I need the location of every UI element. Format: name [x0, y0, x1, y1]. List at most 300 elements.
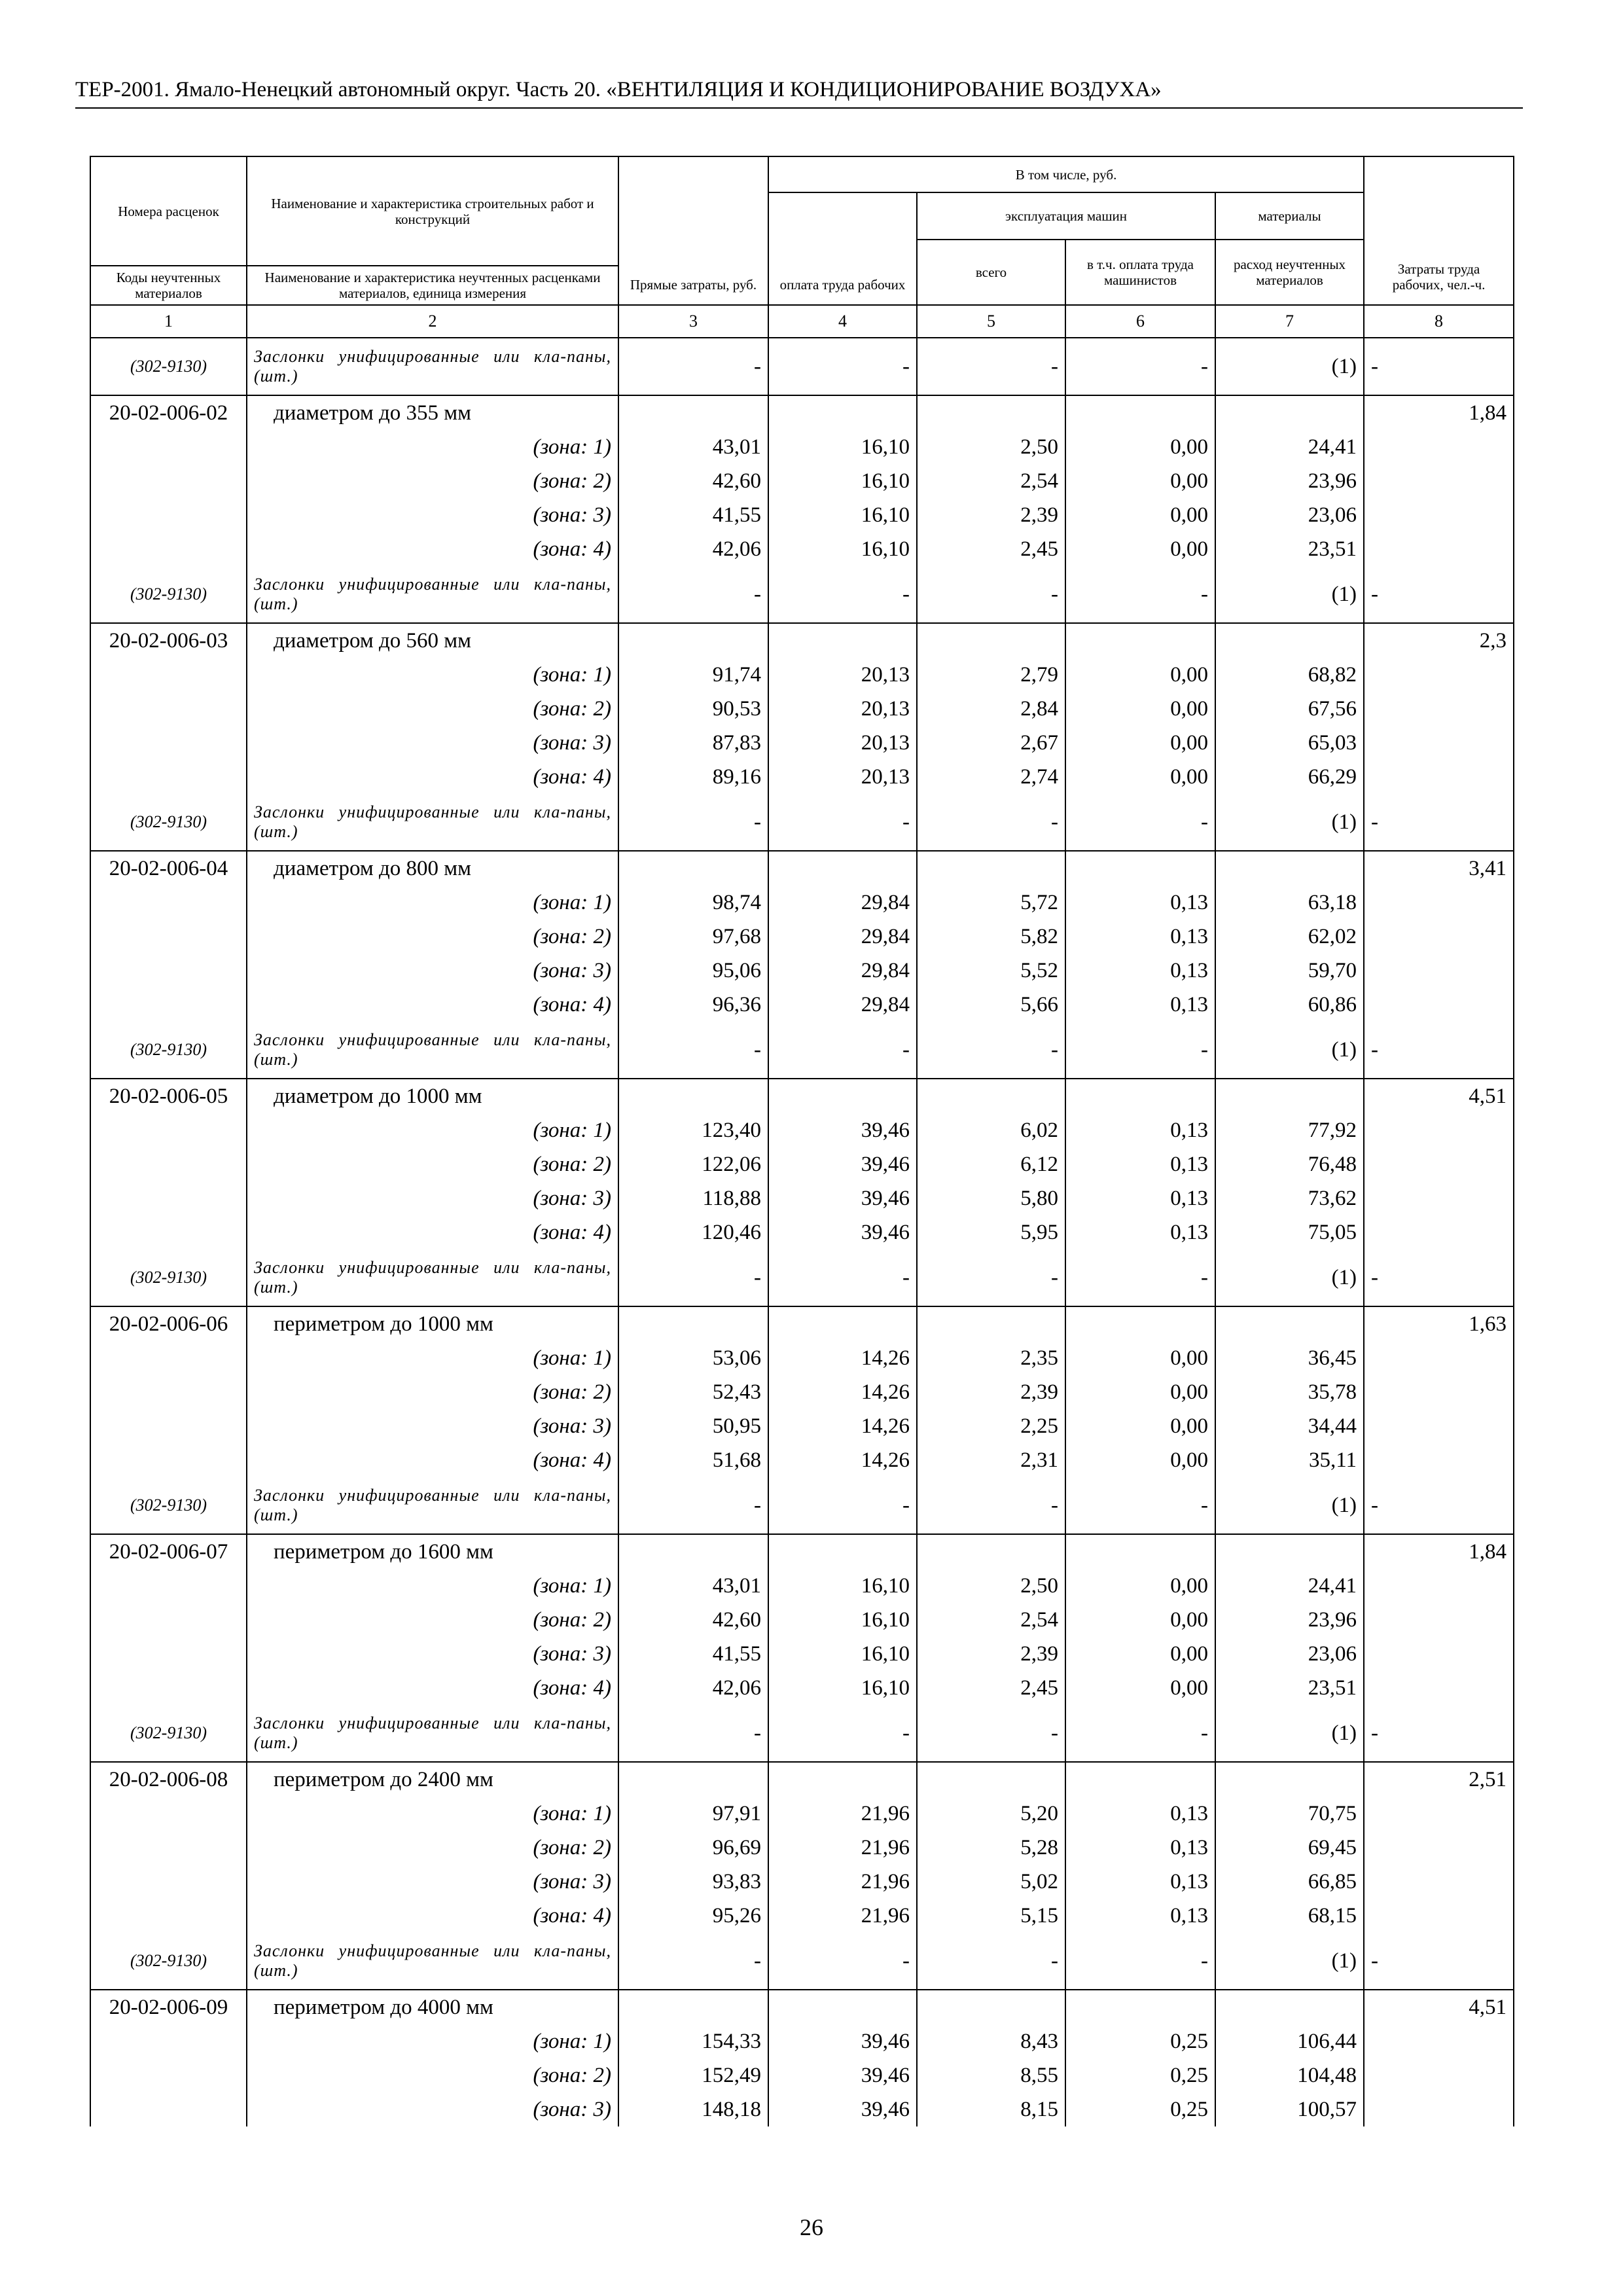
rate-name: периметром до 1600 мм — [247, 1534, 618, 1569]
unaccounted-materials-cell: 35,11 — [1215, 1443, 1364, 1477]
header-material-name: Наименование и характеристика неучтенных расценками материалов, единица измерения — [247, 266, 618, 305]
zone-label: (зона: 1) — [247, 886, 618, 920]
zone-row — [90, 532, 1514, 566]
empty-cell — [1364, 464, 1514, 498]
rate-code: 20-02-006-08 — [90, 1762, 247, 1797]
table-body — [90, 338, 1514, 2126]
labor-costs-cell: 1,84 — [1364, 1534, 1514, 1569]
empty-cell — [1215, 623, 1364, 658]
material-code: (302-9130) — [90, 1022, 247, 1079]
direct-costs-cell: - — [618, 1477, 768, 1534]
labor-costs-cell: 4,51 — [1364, 1990, 1514, 2024]
operator-pay-cell: - — [1065, 1705, 1215, 1762]
zone-label: (зона: 3) — [247, 498, 618, 532]
empty-cell — [1364, 920, 1514, 954]
unaccounted-materials-cell: 34,44 — [1215, 1409, 1364, 1443]
empty-cell — [768, 1990, 917, 2024]
empty-cell — [90, 1569, 247, 1603]
rate-code: 20-02-006-06 — [90, 1306, 247, 1341]
machine-total-cell: 5,28 — [917, 1831, 1065, 1865]
operator-pay-cell: 0,00 — [1065, 1569, 1215, 1603]
labor-pay-cell: 20,13 — [768, 726, 917, 760]
empty-cell — [1215, 851, 1364, 886]
empty-cell — [90, 658, 247, 692]
rate-code: 20-02-006-07 — [90, 1534, 247, 1569]
zone-row — [90, 1831, 1514, 1865]
labor-costs-cell: - — [1364, 1933, 1514, 1990]
labor-pay-cell: - — [768, 1933, 917, 1990]
labor-pay-cell: - — [768, 1249, 917, 1306]
empty-cell — [1364, 1147, 1514, 1181]
operator-pay-cell: 0,13 — [1065, 1899, 1215, 1933]
direct-costs-cell: 96,36 — [618, 988, 768, 1022]
empty-cell — [768, 851, 917, 886]
machine-total-cell: 5,80 — [917, 1181, 1065, 1215]
operator-pay-cell: - — [1065, 794, 1215, 851]
operator-pay-cell: 0,00 — [1065, 464, 1215, 498]
empty-cell — [1065, 1762, 1215, 1797]
unaccounted-materials-cell: 23,51 — [1215, 1671, 1364, 1705]
direct-costs-cell: 42,60 — [618, 1603, 768, 1637]
operator-pay-cell: 0,00 — [1065, 726, 1215, 760]
machine-total-cell: - — [917, 338, 1065, 395]
direct-costs-cell: - — [618, 794, 768, 851]
rate-name: периметром до 1000 мм — [247, 1306, 618, 1341]
empty-cell — [90, 1113, 247, 1147]
zone-row — [90, 1637, 1514, 1671]
labor-pay-cell: 29,84 — [768, 988, 917, 1022]
empty-cell — [90, 498, 247, 532]
zone-row — [90, 920, 1514, 954]
unaccounted-materials-cell: 24,41 — [1215, 1569, 1364, 1603]
column-number: 7 — [1215, 305, 1364, 338]
unaccounted-materials-cell: 100,57 — [1215, 2092, 1364, 2126]
material-code: (302-9130) — [90, 1477, 247, 1534]
column-number: 5 — [917, 305, 1065, 338]
zone-row — [90, 988, 1514, 1022]
empty-cell — [90, 886, 247, 920]
empty-cell — [917, 1762, 1065, 1797]
operator-pay-cell: 0,00 — [1065, 692, 1215, 726]
rate-row — [90, 1306, 1514, 1341]
empty-cell — [1065, 1534, 1215, 1569]
labor-pay-cell: 16,10 — [768, 1637, 917, 1671]
zone-row — [90, 1569, 1514, 1603]
operator-pay-cell: - — [1065, 1477, 1215, 1534]
rate-name: периметром до 2400 мм — [247, 1762, 618, 1797]
unaccounted-materials-cell: 23,06 — [1215, 1637, 1364, 1671]
operator-pay-cell: 0,00 — [1065, 1671, 1215, 1705]
empty-cell — [1364, 1603, 1514, 1637]
zone-row — [90, 1113, 1514, 1147]
operator-pay-cell: 0,25 — [1065, 2092, 1215, 2126]
unaccounted-materials-cell: 63,18 — [1215, 886, 1364, 920]
empty-cell — [1364, 1181, 1514, 1215]
rate-row — [90, 1762, 1514, 1797]
empty-cell — [917, 623, 1065, 658]
zone-label: (зона: 4) — [247, 532, 618, 566]
rate-code: 20-02-006-05 — [90, 1079, 247, 1113]
empty-cell — [1215, 1079, 1364, 1113]
labor-pay-cell: 21,96 — [768, 1865, 917, 1899]
zone-label: (зона: 4) — [247, 760, 618, 794]
header-materials: материалы — [1215, 192, 1364, 240]
unaccounted-materials-cell: (1) — [1215, 1477, 1364, 1534]
empty-cell — [1065, 1990, 1215, 2024]
material-description: Заслонки унифицированные или кла-паны, (шт.) — [247, 566, 618, 623]
unaccounted-materials-cell: 68,82 — [1215, 658, 1364, 692]
empty-cell — [90, 1409, 247, 1443]
labor-costs-cell: 3,41 — [1364, 851, 1514, 886]
machine-total-cell: 5,02 — [917, 1865, 1065, 1899]
unaccounted-materials-cell: 35,78 — [1215, 1375, 1364, 1409]
zone-label: (зона: 2) — [247, 1831, 618, 1865]
rate-code: 20-02-006-02 — [90, 395, 247, 430]
zone-row — [90, 2092, 1514, 2126]
direct-costs-cell: - — [618, 1933, 768, 1990]
labor-costs-cell: - — [1364, 566, 1514, 623]
empty-cell — [1364, 2024, 1514, 2058]
empty-cell — [1215, 1534, 1364, 1569]
machine-total-cell: 5,72 — [917, 886, 1065, 920]
operator-pay-cell: 0,13 — [1065, 1215, 1215, 1249]
zone-row — [90, 1443, 1514, 1477]
operator-pay-cell: 0,13 — [1065, 920, 1215, 954]
unaccounted-materials-cell: 70,75 — [1215, 1797, 1364, 1831]
header-machine-total: всего — [917, 240, 1065, 305]
empty-cell — [90, 760, 247, 794]
material-code: (302-9130) — [90, 566, 247, 623]
zone-label: (зона: 2) — [247, 1147, 618, 1181]
labor-pay-cell: 20,13 — [768, 692, 917, 726]
unaccounted-materials-cell: 36,45 — [1215, 1341, 1364, 1375]
operator-pay-cell: 0,13 — [1065, 988, 1215, 1022]
zone-row — [90, 1341, 1514, 1375]
zone-label: (зона: 3) — [247, 954, 618, 988]
empty-cell — [1215, 1990, 1364, 2024]
machine-total-cell: 5,52 — [917, 954, 1065, 988]
operator-pay-cell: 0,00 — [1065, 1637, 1215, 1671]
operator-pay-cell: 0,13 — [1065, 1181, 1215, 1215]
empty-cell — [90, 1181, 247, 1215]
empty-cell — [917, 851, 1065, 886]
zone-row — [90, 760, 1514, 794]
machine-total-cell: 2,54 — [917, 1603, 1065, 1637]
operator-pay-cell: 0,25 — [1065, 2058, 1215, 2092]
empty-cell — [90, 1603, 247, 1637]
labor-pay-cell: 39,46 — [768, 1147, 917, 1181]
empty-cell — [90, 1671, 247, 1705]
empty-cell — [768, 1079, 917, 1113]
direct-costs-cell: 154,33 — [618, 2024, 768, 2058]
labor-costs-cell: 1,84 — [1364, 395, 1514, 430]
rate-code: 20-02-006-04 — [90, 851, 247, 886]
machine-total-cell: 6,12 — [917, 1147, 1065, 1181]
empty-cell — [1364, 1341, 1514, 1375]
direct-costs-cell: 42,06 — [618, 1671, 768, 1705]
empty-cell — [1364, 1899, 1514, 1933]
zone-row — [90, 464, 1514, 498]
material-description: Заслонки унифицированные или кла-паны, (шт.) — [247, 1477, 618, 1534]
unaccounted-materials-cell: 75,05 — [1215, 1215, 1364, 1249]
zone-label: (зона: 1) — [247, 658, 618, 692]
direct-costs-cell: 41,55 — [618, 498, 768, 532]
machine-total-cell: 2,39 — [917, 498, 1065, 532]
empty-cell — [1364, 760, 1514, 794]
rate-row — [90, 1534, 1514, 1569]
zone-row — [90, 1375, 1514, 1409]
machine-total-cell: 2,45 — [917, 1671, 1065, 1705]
zone-row — [90, 886, 1514, 920]
operator-pay-cell: - — [1065, 1933, 1215, 1990]
operator-pay-cell: 0,00 — [1065, 430, 1215, 464]
machine-total-cell: - — [917, 1933, 1065, 1990]
empty-cell — [618, 1534, 768, 1569]
material-description: Заслонки унифицированные или кла-паны, (шт.) — [247, 338, 618, 395]
unaccounted-materials-cell: 76,48 — [1215, 1147, 1364, 1181]
direct-costs-cell: 41,55 — [618, 1637, 768, 1671]
rate-row — [90, 1990, 1514, 2024]
labor-pay-cell: - — [768, 338, 917, 395]
direct-costs-cell: 95,06 — [618, 954, 768, 988]
machine-total-cell: 5,95 — [917, 1215, 1065, 1249]
header-rate-numbers: Номера расценок — [90, 156, 247, 266]
column-numbers-row — [90, 305, 1514, 338]
empty-cell — [90, 1341, 247, 1375]
machine-total-cell: 2,39 — [917, 1375, 1065, 1409]
zone-row — [90, 1671, 1514, 1705]
labor-pay-cell: 39,46 — [768, 1181, 917, 1215]
column-number: 8 — [1364, 305, 1514, 338]
labor-pay-cell: 39,46 — [768, 2092, 917, 2126]
zone-label: (зона: 1) — [247, 1569, 618, 1603]
machine-total-cell: - — [917, 566, 1065, 623]
operator-pay-cell: 0,00 — [1065, 760, 1215, 794]
machine-total-cell: 2,50 — [917, 1569, 1065, 1603]
empty-cell — [1364, 1797, 1514, 1831]
zone-label: (зона: 2) — [247, 692, 618, 726]
empty-cell — [768, 1534, 917, 1569]
machine-total-cell: 2,84 — [917, 692, 1065, 726]
labor-pay-cell: 39,46 — [768, 1215, 917, 1249]
operator-pay-cell: 0,00 — [1065, 498, 1215, 532]
rate-code: 20-02-006-03 — [90, 623, 247, 658]
empty-cell — [1065, 851, 1215, 886]
empty-cell — [1364, 954, 1514, 988]
empty-cell — [1364, 658, 1514, 692]
empty-cell — [618, 623, 768, 658]
empty-cell — [1065, 623, 1215, 658]
header-work-name: Наименование и характеристика строительных работ и конструкций — [247, 156, 618, 266]
labor-pay-cell: 21,96 — [768, 1797, 917, 1831]
empty-cell — [1215, 395, 1364, 430]
empty-cell — [1364, 2058, 1514, 2092]
empty-cell — [1364, 1409, 1514, 1443]
empty-cell — [1364, 1375, 1514, 1409]
rate-name: диаметром до 355 мм — [247, 395, 618, 430]
machine-total-cell: 2,67 — [917, 726, 1065, 760]
empty-cell — [917, 395, 1065, 430]
labor-pay-cell: - — [768, 794, 917, 851]
empty-cell — [1364, 1113, 1514, 1147]
header-material-codes: Коды неучтенных материалов — [90, 266, 247, 305]
column-number: 4 — [768, 305, 917, 338]
machine-total-cell: - — [917, 1249, 1065, 1306]
direct-costs-cell: 52,43 — [618, 1375, 768, 1409]
empty-cell — [90, 1899, 247, 1933]
unaccounted-materials-cell: 67,56 — [1215, 692, 1364, 726]
empty-cell — [1215, 1762, 1364, 1797]
zone-label: (зона: 2) — [247, 464, 618, 498]
labor-costs-cell: - — [1364, 1705, 1514, 1762]
labor-pay-cell: 14,26 — [768, 1409, 917, 1443]
empty-cell — [917, 1079, 1065, 1113]
material-row — [90, 794, 1514, 851]
empty-cell — [90, 692, 247, 726]
document-header: ТЕР-2001. Ямало-Ненецкий автономный округ. Часть 20. «ВЕНТИЛЯЦИЯ И КОНДИЦИОНИРОВАНИЕ ВОЗДУХА» — [75, 77, 1523, 109]
empty-cell — [768, 1306, 917, 1341]
operator-pay-cell: 0,13 — [1065, 1113, 1215, 1147]
empty-cell — [90, 464, 247, 498]
operator-pay-cell: 0,13 — [1065, 1831, 1215, 1865]
direct-costs-cell: 148,18 — [618, 2092, 768, 2126]
header-including: В том числе, руб. — [768, 156, 1364, 192]
direct-costs-cell: 91,74 — [618, 658, 768, 692]
operator-pay-cell: 0,13 — [1065, 1147, 1215, 1181]
unaccounted-materials-cell: 23,06 — [1215, 498, 1364, 532]
machine-total-cell: - — [917, 1022, 1065, 1079]
empty-cell — [90, 1797, 247, 1831]
empty-cell — [1364, 1637, 1514, 1671]
machine-total-cell: 2,31 — [917, 1443, 1065, 1477]
empty-cell — [618, 1306, 768, 1341]
zone-row — [90, 1603, 1514, 1637]
machine-total-cell: 5,82 — [917, 920, 1065, 954]
unaccounted-materials-cell: (1) — [1215, 338, 1364, 395]
empty-cell — [90, 532, 247, 566]
rate-code: 20-02-006-09 — [90, 1990, 247, 2024]
unaccounted-materials-cell: 104,48 — [1215, 2058, 1364, 2092]
machine-total-cell: 2,45 — [917, 532, 1065, 566]
empty-cell — [90, 430, 247, 464]
empty-cell — [768, 623, 917, 658]
empty-cell — [1364, 1215, 1514, 1249]
labor-pay-cell: 16,10 — [768, 1569, 917, 1603]
labor-pay-cell: 16,10 — [768, 1603, 917, 1637]
zone-label: (зона: 1) — [247, 1113, 618, 1147]
rates-table — [90, 156, 1514, 2126]
machine-total-cell: 5,66 — [917, 988, 1065, 1022]
material-row — [90, 566, 1514, 623]
labor-pay-cell: 16,10 — [768, 532, 917, 566]
header-labor-costs: Затраты труда рабочих, чел.-ч. — [1364, 156, 1514, 305]
labor-costs-cell: - — [1364, 794, 1514, 851]
unaccounted-materials-cell: 69,45 — [1215, 1831, 1364, 1865]
unaccounted-materials-cell: 23,51 — [1215, 532, 1364, 566]
operator-pay-cell: - — [1065, 338, 1215, 395]
direct-costs-cell: 97,91 — [618, 1797, 768, 1831]
operator-pay-cell: 0,13 — [1065, 954, 1215, 988]
empty-cell — [1364, 692, 1514, 726]
unaccounted-materials-cell: 65,03 — [1215, 726, 1364, 760]
empty-cell — [1215, 1306, 1364, 1341]
empty-cell — [618, 1762, 768, 1797]
labor-pay-cell: 14,26 — [768, 1375, 917, 1409]
operator-pay-cell: 0,00 — [1065, 1341, 1215, 1375]
zone-row — [90, 1215, 1514, 1249]
zone-row — [90, 1899, 1514, 1933]
zone-row — [90, 430, 1514, 464]
material-code: (302-9130) — [90, 1933, 247, 1990]
column-number: 2 — [247, 305, 618, 338]
labor-costs-cell: 2,3 — [1364, 623, 1514, 658]
column-number: 6 — [1065, 305, 1215, 338]
labor-costs-cell: 4,51 — [1364, 1079, 1514, 1113]
rate-name: диаметром до 560 мм — [247, 623, 618, 658]
zone-label: (зона: 1) — [247, 1341, 618, 1375]
operator-pay-cell: - — [1065, 1022, 1215, 1079]
empty-cell — [1364, 1443, 1514, 1477]
operator-pay-cell: - — [1065, 566, 1215, 623]
rate-name: диаметром до 1000 мм — [247, 1079, 618, 1113]
zone-label: (зона: 1) — [247, 1797, 618, 1831]
empty-cell — [90, 954, 247, 988]
empty-cell — [1065, 1306, 1215, 1341]
unaccounted-materials-cell: (1) — [1215, 1705, 1364, 1762]
machine-total-cell: 8,15 — [917, 2092, 1065, 2126]
zone-label: (зона: 4) — [247, 1215, 618, 1249]
direct-costs-cell: 98,74 — [618, 886, 768, 920]
unaccounted-materials-cell: (1) — [1215, 794, 1364, 851]
material-description: Заслонки унифицированные или кла-паны, (шт.) — [247, 1022, 618, 1079]
direct-costs-cell: 120,46 — [618, 1215, 768, 1249]
labor-pay-cell: 39,46 — [768, 2058, 917, 2092]
direct-costs-cell: 93,83 — [618, 1865, 768, 1899]
material-code: (302-9130) — [90, 1705, 247, 1762]
direct-costs-cell: 87,83 — [618, 726, 768, 760]
zone-label: (зона: 1) — [247, 430, 618, 464]
labor-pay-cell: 21,96 — [768, 1831, 917, 1865]
empty-cell — [1364, 2092, 1514, 2126]
empty-cell — [90, 2092, 247, 2126]
rate-name: диаметром до 800 мм — [247, 851, 618, 886]
empty-cell — [90, 1831, 247, 1865]
labor-pay-cell: - — [768, 1022, 917, 1079]
machine-total-cell: 2,54 — [917, 464, 1065, 498]
labor-pay-cell: 20,13 — [768, 658, 917, 692]
header-machine-operation: эксплуатация машин — [917, 192, 1215, 240]
unaccounted-materials-cell: 106,44 — [1215, 2024, 1364, 2058]
empty-cell — [1364, 532, 1514, 566]
zone-row — [90, 1865, 1514, 1899]
labor-costs-cell: - — [1364, 338, 1514, 395]
direct-costs-cell: 90,53 — [618, 692, 768, 726]
zone-label: (зона: 4) — [247, 1671, 618, 1705]
rate-name: периметром до 4000 мм — [247, 1990, 618, 2024]
machine-total-cell: - — [917, 1705, 1065, 1762]
empty-cell — [1364, 1671, 1514, 1705]
empty-cell — [1065, 395, 1215, 430]
rate-row — [90, 395, 1514, 430]
machine-total-cell: 2,50 — [917, 430, 1065, 464]
material-row — [90, 1249, 1514, 1306]
empty-cell — [917, 1990, 1065, 2024]
material-row — [90, 338, 1514, 395]
material-description: Заслонки унифицированные или кла-паны, (шт.) — [247, 794, 618, 851]
machine-total-cell: 6,02 — [917, 1113, 1065, 1147]
unaccounted-materials-cell: (1) — [1215, 566, 1364, 623]
direct-costs-cell: 43,01 — [618, 1569, 768, 1603]
